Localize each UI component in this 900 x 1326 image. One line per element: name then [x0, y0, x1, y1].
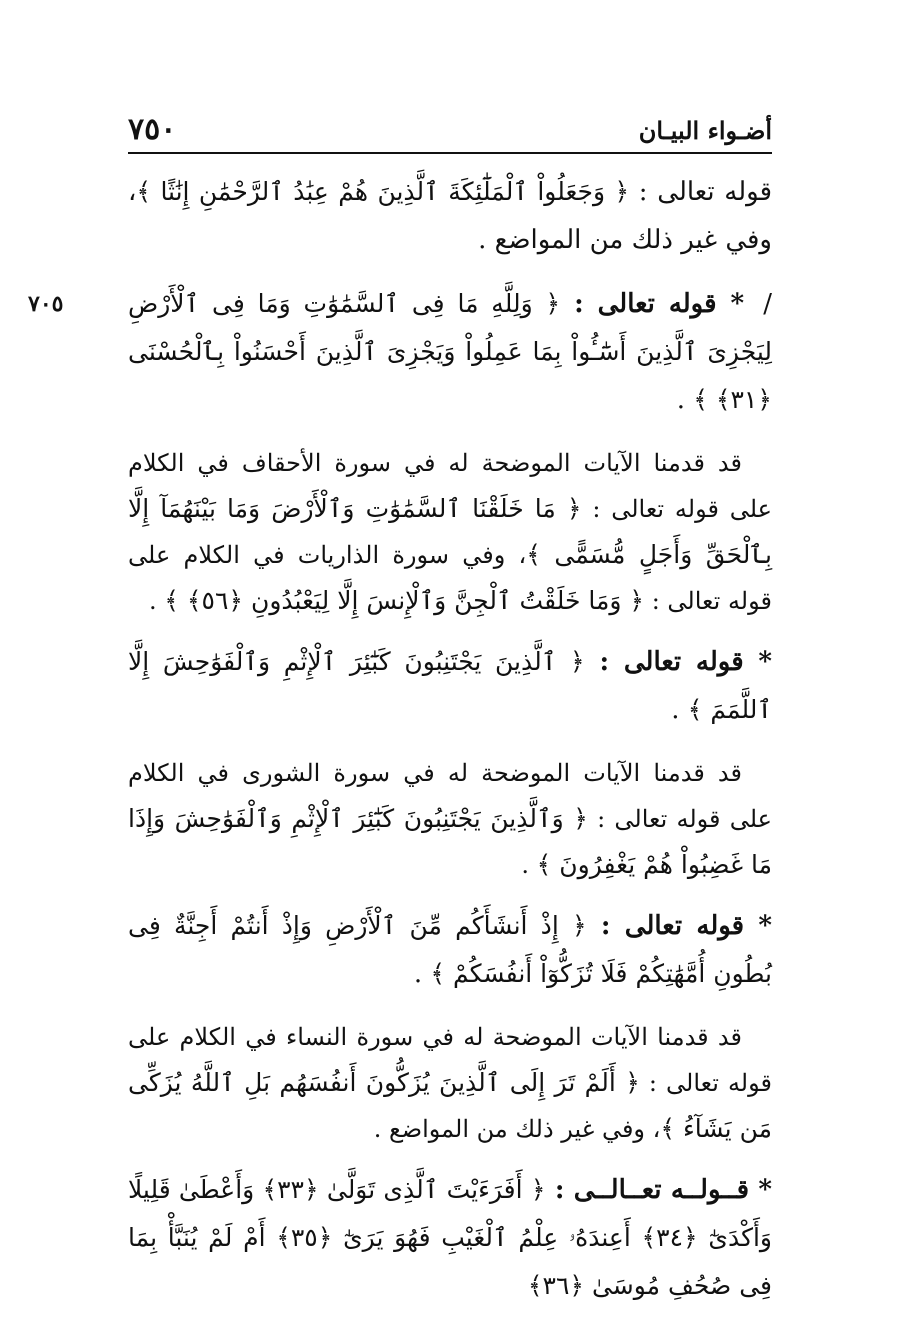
paragraph-1: [128, 168, 772, 264]
quran-quote: ﴿ وَٱلَّذِينَ يَجْتَنِبُونَ كَبَٰٓئِرَ ٱلْإِثْمِ وَٱلْفَوَٰحِشَ وَإِذَا مَا غَضِبُواْ هُمْ يَغْفِرُونَ ﴾: [128, 804, 772, 879]
paragraph-tail: .: [413, 959, 431, 989]
page-header: [128, 112, 772, 152]
quran-quote: ﴿ وَلِلَّهِ مَا فِى ٱلسَّمَٰوَٰتِ وَمَا فِى ٱلْأَرْضِ لِيَجْزِىَ ٱلَّذِينَ أَسَٰٓـُٔواْ بِمَا عَمِلُواْ وَيَجْزِىَ ٱلَّذِينَ أَحْسَنُواْ بِٱلْحُسْنَى ﴿٣١﴾ ﴾: [128, 289, 772, 414]
page-number: ٧٥٠: [128, 112, 177, 147]
verse-intro: * قوله تعالى :: [584, 647, 772, 677]
commentary-text: ، وفي سورة الذاريات في الكلام على قوله تعالى :: [128, 541, 772, 615]
verse-intro: * قــولــه تعــالــى :: [545, 1175, 772, 1205]
paragraph-tail: ، وفي غير ذلك من المواضع .: [128, 177, 772, 255]
header-rule: [128, 152, 772, 154]
quran-quote: ﴿ إِذْ أَنشَأَكُم مِّنَ ٱلْأَرْضِ وَإِذْ أَنتُمْ أَجِنَّةٌ فِى بُطُونِ أُمَّهَٰتِكُمْ فَلَا تُزَكُّوٓاْ أَنفُسَكُمْ ﴾: [128, 911, 772, 988]
verse-heading-8: [128, 1166, 772, 1310]
quran-quote: ﴿ مَا خَلَقْنَا ٱلسَّمَٰوَٰتِ وَٱلْأَرْضَ وَمَا بَيْنَهُمَآ إِلَّا بِٱلْحَقِّ وَأَجَلٍ مُّسَمًّى ﴾: [128, 494, 772, 569]
verse-heading-2: [28, 280, 772, 424]
paragraph-tail: .: [149, 587, 165, 615]
paragraph-tail: .: [521, 851, 537, 879]
quran-quote: ﴿ وَجَعَلُواْ ٱلْمَلَٰٓئِكَةَ ٱلَّذِينَ هُمْ عِبَٰدُ ٱلرَّحْمَٰنِ إِنَٰثًا ﴾: [136, 177, 630, 206]
page-body: [28, 168, 773, 1326]
quran-quote: ﴿ وَمَا خَلَقْتُ ٱلْجِنَّ وَٱلْإِنسَ إِلَّا لِيَعْبُدُونِ ﴿٥٦﴾ ﴾: [164, 586, 645, 615]
quran-quote: ﴿ أَلَمْ تَرَ إِلَى ٱلَّذِينَ يُزَكُّونَ أَنفُسَهُم بَلِ ٱللَّهُ يُزَكِّى مَن يَشَآءُ ﴾: [128, 1068, 772, 1143]
margin-page-number: ٧٠٥: [28, 291, 64, 317]
commentary-7: [128, 1014, 772, 1152]
commentary-3: [128, 440, 772, 624]
paragraph-tail: .: [676, 385, 694, 415]
paragraph-tail: ، وفي غير ذلك من المواضع .: [373, 1115, 661, 1143]
commentary-text: قد قدمنا الآيات الموضحة له في سورة الأحقاف في الكلام على قوله تعالى :: [128, 449, 773, 523]
quran-quote: ﴿ ٱلَّذِينَ يَجْتَنِبُونَ كَبَٰٓئِرَ ٱلْإِثْمِ وَٱلْفَوَٰحِشَ إِلَّا ٱللَّمَمَ ﴾: [128, 647, 772, 724]
quran-quote: ﴿ أَفَرَءَيْتَ ٱلَّذِى تَوَلَّىٰ ﴿٣٣﴾ وَأَعْطَىٰ قَلِيلًا وَأَكْدَىٰٓ ﴿٣٤﴾ أَعِندَهُۥ عِلْمُ ٱلْغَيْبِ فَهُوَ يَرَىٰٓ ﴿٣٥﴾ أَمْ لَمْ يُنَبَّأْ بِمَا فِى صُحُفِ مُوسَىٰ ﴿٣٦﴾: [128, 1175, 772, 1300]
verse-heading-6: [128, 902, 772, 998]
commentary-text: قد قدمنا الآيات الموضحة له في سورة الشورى في الكلام على قوله تعالى :: [128, 759, 773, 833]
commentary-5: [128, 750, 772, 888]
verse-heading-4: [128, 638, 772, 734]
commentary-text: قد قدمنا الآيات الموضحة له في سورة النساء في الكلام على قوله تعالى :: [128, 1023, 772, 1097]
verse-intro: * قوله تعالى :: [560, 289, 745, 319]
page-break-marker: /: [763, 289, 772, 319]
running-title: أضـواء البيـان: [638, 116, 772, 145]
verse-intro: قوله تعالى :: [629, 177, 772, 207]
paragraph-tail: .: [671, 695, 688, 725]
verse-intro: * قوله تعالى :: [586, 911, 772, 941]
